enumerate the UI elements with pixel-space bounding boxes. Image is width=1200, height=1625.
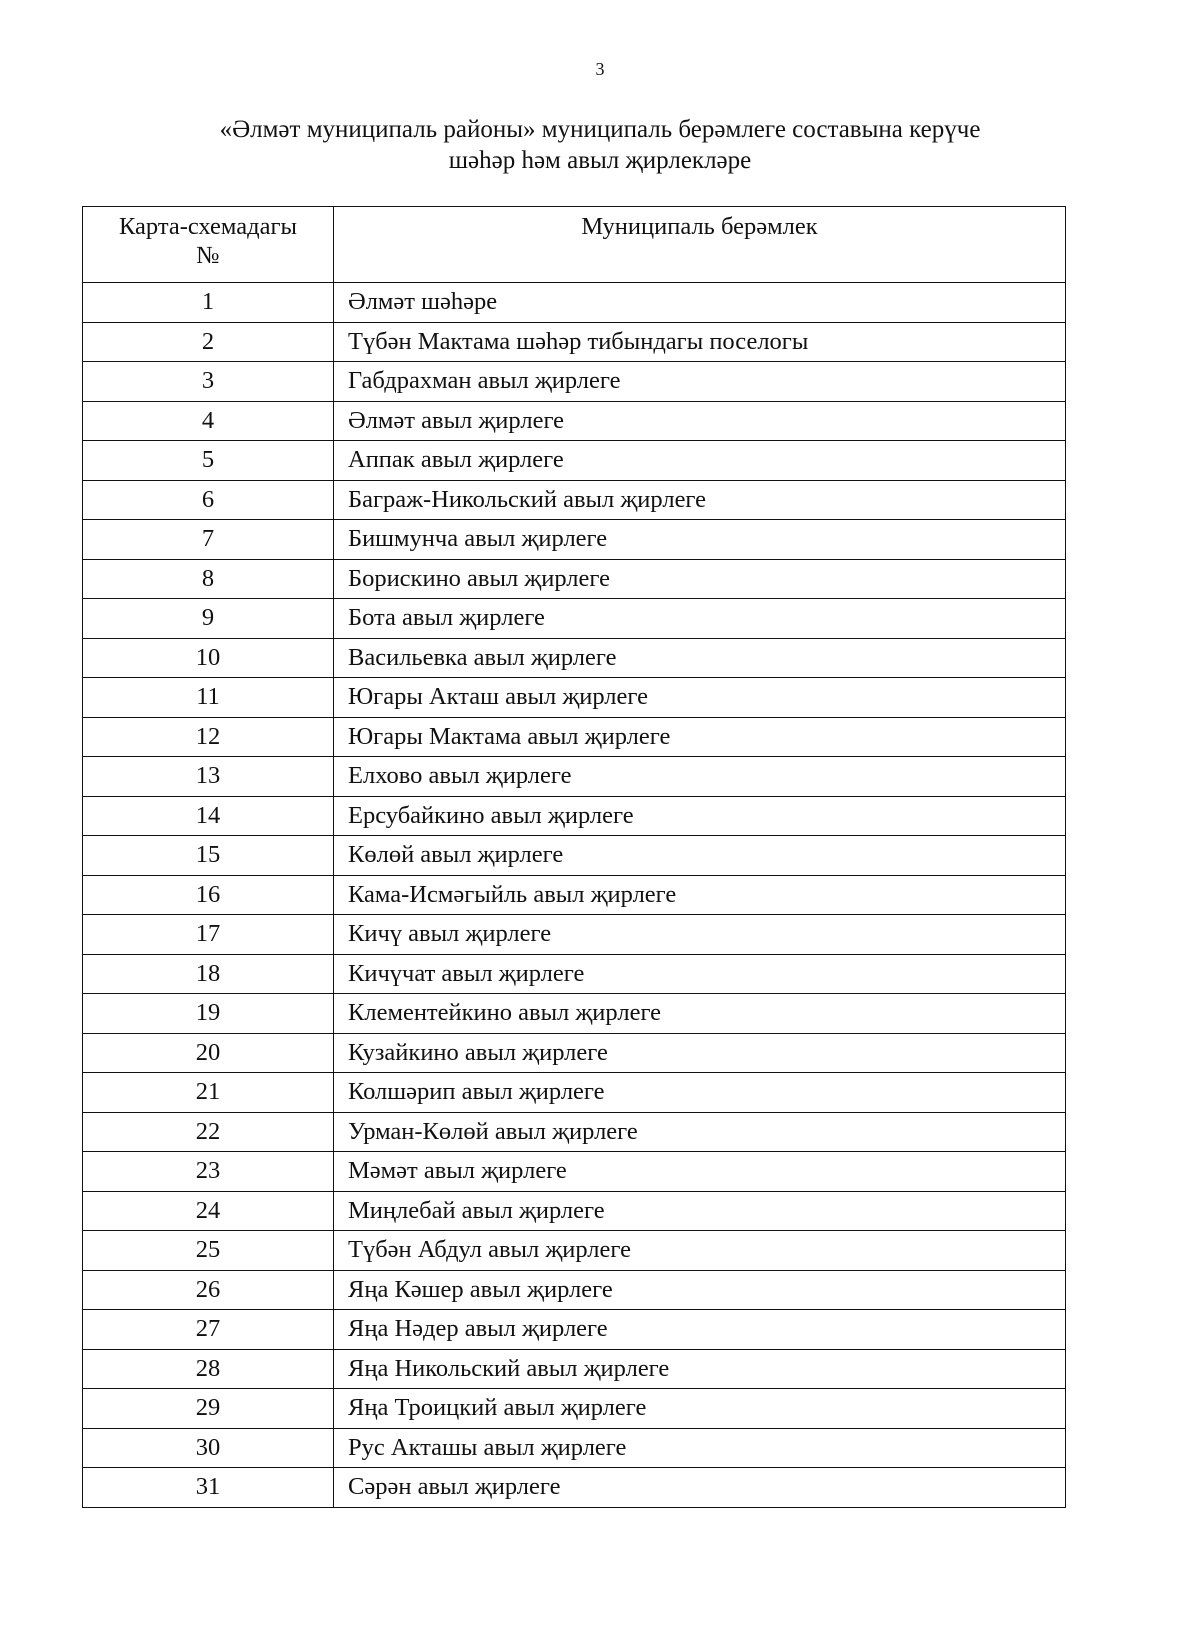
row-map-number: 10 <box>83 638 334 678</box>
row-municipality-name: Яңа Нәдер авыл җирлеге <box>334 1310 1066 1350</box>
row-map-number: 19 <box>83 994 334 1034</box>
table-row <box>83 1428 1066 1468</box>
row-map-number: 1 <box>83 283 334 323</box>
row-map-number: 3 <box>83 362 334 402</box>
row-municipality-name: Яңа Никольский авыл җирлеге <box>334 1349 1066 1389</box>
row-municipality-name: Түбән Абдул авыл җирлеге <box>334 1231 1066 1271</box>
column-header-map-number-line-2: № <box>196 242 220 269</box>
table-row <box>83 836 1066 876</box>
table-row <box>83 1468 1066 1508</box>
table-row <box>83 994 1066 1034</box>
row-map-number: 13 <box>83 757 334 797</box>
row-municipality-name: Түбән Мактама шәһәр тибындагы поселогы <box>334 322 1066 362</box>
row-map-number: 7 <box>83 520 334 560</box>
document-title-line-2: шәһәр һәм авыл җирлекләре <box>448 147 752 174</box>
column-header-municipality: Муниципаль берәмлек <box>334 207 1066 283</box>
table-body <box>83 283 1066 1508</box>
row-municipality-name: Елхово авыл җирлеге <box>334 757 1066 797</box>
row-municipality-name: Көлөй авыл җирлеге <box>334 836 1066 876</box>
table-row <box>83 678 1066 718</box>
row-map-number: 22 <box>83 1112 334 1152</box>
table-row <box>83 1270 1066 1310</box>
table-row <box>83 1191 1066 1231</box>
row-map-number: 30 <box>83 1428 334 1468</box>
row-municipality-name: Урман-Көлөй авыл җирлеге <box>334 1112 1066 1152</box>
table-row <box>83 480 1066 520</box>
table-row <box>83 362 1066 402</box>
row-map-number: 8 <box>83 559 334 599</box>
row-municipality-name: Бота авыл җирлеге <box>334 599 1066 639</box>
page-number: 3 <box>595 59 605 79</box>
table-row <box>83 283 1066 323</box>
table-row <box>83 717 1066 757</box>
row-municipality-name: Әлмәт шәһәре <box>334 283 1066 323</box>
row-map-number: 4 <box>83 401 334 441</box>
row-municipality-name: Миңлебай авыл җирлеге <box>334 1191 1066 1231</box>
table-header-row <box>83 207 1066 283</box>
table-row <box>83 1033 1066 1073</box>
table-row <box>83 599 1066 639</box>
row-municipality-name: Кузайкино авыл җирлеге <box>334 1033 1066 1073</box>
row-map-number: 16 <box>83 875 334 915</box>
row-municipality-name: Борискино авыл җирлеге <box>334 559 1066 599</box>
row-map-number: 23 <box>83 1152 334 1192</box>
row-municipality-name: Яңа Кәшер авыл җирлеге <box>334 1270 1066 1310</box>
row-map-number: 6 <box>83 480 334 520</box>
row-map-number: 20 <box>83 1033 334 1073</box>
column-header-map-number <box>83 207 334 283</box>
row-map-number: 15 <box>83 836 334 876</box>
row-municipality-name: Кичүчат авыл җирлеге <box>334 954 1066 994</box>
row-municipality-name: Клементейкино авыл җирлеге <box>334 994 1066 1034</box>
row-map-number: 29 <box>83 1389 334 1429</box>
table-row <box>83 1310 1066 1350</box>
row-municipality-name: Мәмәт авыл җирлеге <box>334 1152 1066 1192</box>
table-row <box>83 441 1066 481</box>
row-map-number: 24 <box>83 1191 334 1231</box>
row-municipality-name: Бишмунча авыл җирлеге <box>334 520 1066 560</box>
table-row <box>83 915 1066 955</box>
row-municipality-name: Аппак авыл җирлеге <box>334 441 1066 481</box>
row-municipality-name: Яңа Троицкий авыл җирлеге <box>334 1389 1066 1429</box>
row-municipality-name: Рус Акташы авыл җирлеге <box>334 1428 1066 1468</box>
row-municipality-name: Югары Мактама авыл җирлеге <box>334 717 1066 757</box>
row-map-number: 12 <box>83 717 334 757</box>
row-municipality-name: Ерсубайкино авыл җирлеге <box>334 796 1066 836</box>
row-map-number: 21 <box>83 1073 334 1113</box>
row-map-number: 5 <box>83 441 334 481</box>
table-row <box>83 1389 1066 1429</box>
row-map-number: 27 <box>83 1310 334 1350</box>
row-municipality-name: Югары Акташ авыл җирлеге <box>334 678 1066 718</box>
row-municipality-name: Кичү авыл җирлеге <box>334 915 1066 955</box>
table-row <box>83 796 1066 836</box>
table-header <box>83 207 1066 283</box>
row-map-number: 26 <box>83 1270 334 1310</box>
table-row <box>83 875 1066 915</box>
table-row <box>83 757 1066 797</box>
table-row <box>83 1112 1066 1152</box>
row-map-number: 14 <box>83 796 334 836</box>
row-municipality-name: Габдрахман авыл җирлеге <box>334 362 1066 402</box>
table-row <box>83 1231 1066 1271</box>
table-row <box>83 1349 1066 1389</box>
row-map-number: 25 <box>83 1231 334 1271</box>
table-row <box>83 638 1066 678</box>
row-map-number: 17 <box>83 915 334 955</box>
row-municipality-name: Кама-Исмәгыйль авыл җирлеге <box>334 875 1066 915</box>
table-row <box>83 520 1066 560</box>
table-row <box>83 401 1066 441</box>
row-map-number: 18 <box>83 954 334 994</box>
table-row <box>83 1073 1066 1113</box>
row-map-number: 28 <box>83 1349 334 1389</box>
table-row <box>83 954 1066 994</box>
row-map-number: 31 <box>83 1468 334 1508</box>
row-map-number: 9 <box>83 599 334 639</box>
document-title-line-1: «Әлмәт муниципаль районы» муниципаль берәмлеге составына керүче <box>219 116 981 143</box>
table-row <box>83 1152 1066 1192</box>
row-municipality-name: Сәрән авыл җирлеге <box>334 1468 1066 1508</box>
row-municipality-name: Васильевка авыл җирлеге <box>334 638 1066 678</box>
row-municipality-name: Колшәрип авыл җирлеге <box>334 1073 1066 1113</box>
settlements-table <box>82 206 1066 1508</box>
document-title <box>120 114 1080 176</box>
column-header-map-number-line-1: Карта-схемадагы <box>119 213 297 240</box>
row-municipality-name: Әлмәт авыл җирлеге <box>334 401 1066 441</box>
row-municipality-name: Баграж-Никольский авыл җирлеге <box>334 480 1066 520</box>
table-row <box>83 559 1066 599</box>
row-map-number: 11 <box>83 678 334 718</box>
row-map-number: 2 <box>83 322 334 362</box>
table-row <box>83 322 1066 362</box>
